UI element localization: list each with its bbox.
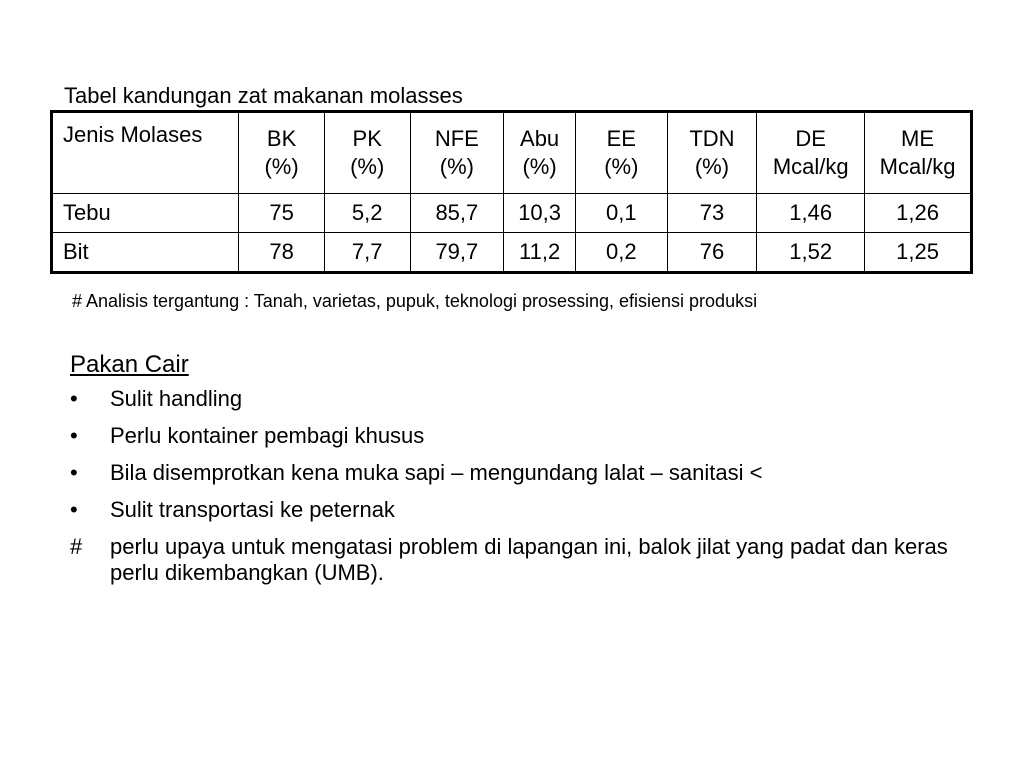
- table-row: [52, 194, 972, 233]
- header-nfe: [410, 112, 504, 194]
- analysis-note: # Analisis tergantung : Tanah, varietas, pupuk, teknologi prosessing, efisiensi produksi: [72, 291, 758, 311]
- table-cell: 75: [239, 194, 325, 233]
- section-heading: Pakan Cair: [70, 351, 189, 378]
- header-abu: [504, 112, 576, 194]
- header-label: Jenis Molases: [63, 122, 203, 147]
- table-cell: 1,52: [757, 233, 865, 273]
- list-item-text: perlu upaya untuk mengatasi problem di lapangan ini, balok jilat yang padat dan keras perlu dikembangkan (UMB).: [110, 534, 948, 585]
- list-item: [70, 534, 980, 586]
- bullet-marker: •: [70, 497, 78, 522]
- table-cell: 79,7: [410, 233, 504, 273]
- header-unit: Mcal/kg: [772, 154, 849, 179]
- bullet-marker: •: [70, 460, 78, 485]
- header-me: [865, 112, 972, 194]
- table-cell: 78: [239, 233, 325, 273]
- bullet-list: [70, 386, 980, 597]
- header-label: ME: [901, 126, 935, 151]
- header-ee: [576, 112, 668, 194]
- table-cell: 1,26: [865, 194, 972, 233]
- header-label: DE: [795, 126, 826, 151]
- header-unit: (%): [604, 154, 639, 179]
- hash-marker: #: [70, 534, 83, 559]
- header-unit: (%): [439, 154, 474, 179]
- table-cell: 1,25: [865, 233, 972, 273]
- list-item: [70, 460, 980, 486]
- header-label: EE: [606, 126, 636, 151]
- header-label: PK: [352, 126, 382, 151]
- header-unit: Mcal/kg: [879, 154, 956, 179]
- table-caption: Tabel kandungan zat makanan molasses: [64, 83, 463, 108]
- header-label: Abu: [520, 126, 560, 151]
- header-label: NFE: [434, 126, 479, 151]
- list-item: [70, 497, 980, 523]
- table-cell: 76: [667, 233, 757, 273]
- header-label: TDN: [689, 126, 735, 151]
- list-item: [70, 386, 980, 412]
- list-item-text: Perlu kontainer pembagi khusus: [110, 423, 425, 448]
- table-cell: 0,2: [576, 233, 668, 273]
- table-cell: 7,7: [324, 233, 410, 273]
- table-row: [52, 233, 972, 273]
- table-cell: Bit: [52, 233, 239, 273]
- molasses-nutrient-table: [50, 110, 973, 274]
- header-jenis-molases: [52, 112, 239, 194]
- header-label: BK: [266, 126, 297, 151]
- table-header-row: [52, 112, 972, 194]
- table-cell: 73: [667, 194, 757, 233]
- header-unit: (%): [264, 154, 299, 179]
- table-cell: 10,3: [504, 194, 576, 233]
- header-unit: (%): [522, 154, 557, 179]
- header-de: [757, 112, 865, 194]
- list-item: [70, 423, 980, 449]
- table-cell: 11,2: [504, 233, 576, 273]
- table-cell: Tebu: [52, 194, 239, 233]
- table-cell: 85,7: [410, 194, 504, 233]
- table-cell: 1,46: [757, 194, 865, 233]
- table-cell: 5,2: [324, 194, 410, 233]
- header-unit: (%): [350, 154, 385, 179]
- table-cell: 0,1: [576, 194, 668, 233]
- list-item-text: Sulit transportasi ke peternak: [110, 497, 395, 522]
- list-item-text: Bila disemprotkan kena muka sapi – mengundang lalat – sanitasi <: [110, 460, 763, 485]
- list-item-text: Sulit handling: [110, 386, 243, 411]
- header-unit: (%): [694, 154, 730, 179]
- header-pk: [324, 112, 410, 194]
- bullet-marker: •: [70, 386, 78, 411]
- header-bk: [239, 112, 325, 194]
- header-tdn: [667, 112, 757, 194]
- bullet-marker: •: [70, 423, 78, 448]
